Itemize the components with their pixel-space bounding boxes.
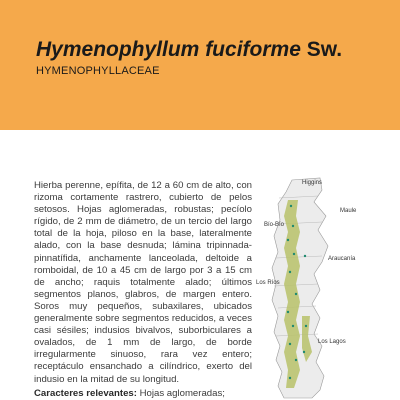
record-point (290, 205, 292, 207)
region-label-higgins: Higgins (302, 180, 323, 186)
relevant-text: Hojas aglomeradas; (139, 388, 225, 399)
region-label-loslagos: Los Lagos (318, 339, 346, 345)
record-point (295, 293, 297, 295)
record-point (287, 239, 289, 241)
record-point (289, 343, 291, 345)
record-point (293, 253, 295, 255)
region-label-maule: Maule (340, 208, 357, 214)
region-label-losrios: Los Ríos (256, 280, 280, 286)
map-land (272, 178, 328, 398)
species-description: Hierba perenne, epífita, de 12 a 60 cm de alto, con rizoma cortamente rastrero, cubierto de pelos setosos. Hojas aglomeradas, robustas; pecíolo rígido, de 2 mm de diámetro, de un tercio del largo total de la hoja, piloso en la base, lateralmente alado, con la base desnuda; lámina tripinnada-pinnatífida, anchamente lanceolada, deltoide a romboidal, de 10 a 45 cm de largo por 3 a 15 cm de ancho; raquis totalmente alado; últimos segmentos planos, glabros, de margen entero. Soros muy pequeños, subaxilares, ubicados generalmente sobre segmentos reducidos, a veces casi sésiles; indusios bivalvos, suborbiculares a ovalados, de 1 mm de largo, de borde irregularmente sinuoso, rara vez entero; receptáculo ensanchado a cilíndrico, exerto del indusio en la mitad de su longitud. (34, 180, 252, 385)
species-title (36, 38, 342, 62)
record-point (305, 325, 307, 327)
record-point (292, 225, 294, 227)
relevant-characters (34, 388, 254, 400)
record-point (295, 359, 297, 361)
relevant-heading: Caracteres relevantes: (34, 388, 137, 399)
record-point (287, 311, 289, 313)
record-point (289, 377, 291, 379)
species-name: Hymenophyllum fuciforme (36, 38, 301, 61)
region-label-biobio: Bío-Bío (264, 222, 285, 228)
distribution-map (256, 176, 372, 400)
record-point (289, 271, 291, 273)
species-author: Sw. (306, 38, 343, 61)
record-point (304, 255, 306, 257)
record-point (303, 351, 305, 353)
distribution-map-svg (256, 176, 372, 400)
record-point (292, 325, 294, 327)
family-name: HYMENOPHYLLACEAE (36, 65, 160, 77)
region-label-araucania: Araucanía (328, 256, 356, 262)
header-band (0, 0, 400, 130)
